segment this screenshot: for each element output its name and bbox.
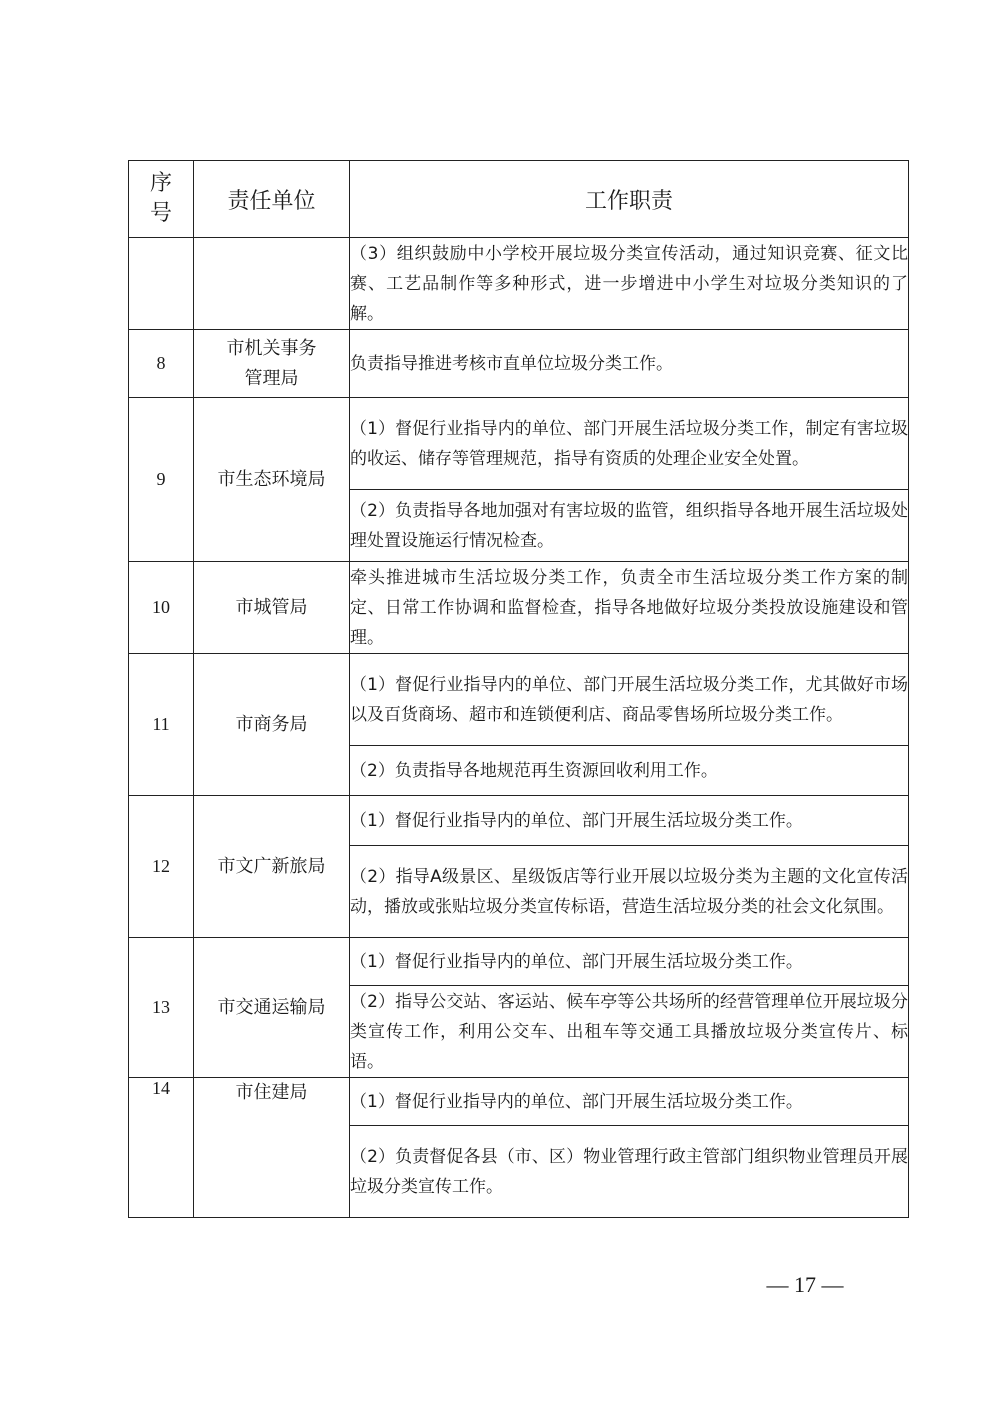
- table-row: [129, 796, 909, 846]
- row-duty: （1）督促行业指导内的单位、部门开展生活垃圾分类工作。: [350, 938, 909, 986]
- table-row: [129, 562, 909, 654]
- row-duty: （2）负责指导各地规范再生资源回收利用工作。: [350, 746, 909, 796]
- row-duty: （3）组织鼓励中小学校开展垃圾分类宣传活动，通过知识竞赛、征文比赛、工艺品制作等多种形式，进一步增进中小学生对垃圾分类知识的了解。: [350, 238, 909, 330]
- row-duty: （2）指导公交站、客运站、候车亭等公共场所的经营管理单位开展垃圾分类宣传工作，利用公交车、出租车等交通工具播放垃圾分类宣传片、标语。: [350, 986, 909, 1078]
- row-duty: 牵头推进城市生活垃圾分类工作，负责全市生活垃圾分类工作方案的制定、日常工作协调和监督检查，指导各地做好垃圾分类投放设施建设和管理。: [350, 562, 909, 654]
- table-row: [129, 1078, 909, 1126]
- row-duty: （1）督促行业指导内的单位、部门开展生活垃圾分类工作。: [350, 796, 909, 846]
- row-number: 9: [129, 398, 194, 562]
- duty-table: [128, 160, 909, 1218]
- table-row: [129, 330, 909, 398]
- table-row: [129, 938, 909, 986]
- row-number: 11: [129, 654, 194, 796]
- row-duty: （2）负责督促各县（市、区）物业管理行政主管部门组织物业管理员开展垃圾分类宣传工作。: [350, 1126, 909, 1218]
- row-unit: 市商务局: [194, 654, 350, 796]
- row-unit: 市生态环境局: [194, 398, 350, 562]
- row-unit: 市交通运输局: [194, 938, 350, 1078]
- row-unit: [194, 238, 350, 330]
- row-duty: （1）督促行业指导内的单位、部门开展生活垃圾分类工作。: [350, 1078, 909, 1126]
- table-row: [129, 238, 909, 330]
- table-row: [129, 654, 909, 746]
- table-header-row: [129, 161, 909, 238]
- header-unit: 责任单位: [194, 161, 350, 238]
- row-duty: （2）指导A级景区、星级饭店等行业开展以垃圾分类为主题的文化宣传活动，播放或张贴垃圾分类宣传标语，营造生活垃圾分类的社会文化氛围。: [350, 846, 909, 938]
- row-unit: 市城管局: [194, 562, 350, 654]
- row-duty: 负责指导推进考核市直单位垃圾分类工作。: [350, 330, 909, 398]
- row-unit: 市住建局: [194, 1078, 350, 1218]
- header-seq: 序号: [129, 161, 194, 238]
- row-number: 13: [129, 938, 194, 1078]
- row-duty: （1）督促行业指导内的单位、部门开展生活垃圾分类工作，制定有害垃圾的收运、储存等管理规范，指导有资质的处理企业安全处置。: [350, 398, 909, 490]
- row-duty: （1）督促行业指导内的单位、部门开展生活垃圾分类工作，尤其做好市场以及百货商场、超市和连锁便利店、商品零售场所垃圾分类工作。: [350, 654, 909, 746]
- row-number: 8: [129, 330, 194, 398]
- row-number: [129, 238, 194, 330]
- page-number: — 17 —: [766, 1272, 844, 1297]
- table-row: [129, 398, 909, 490]
- row-number: 10: [129, 562, 194, 654]
- header-duty: 工作职责: [350, 161, 909, 238]
- row-unit: 市文广新旅局: [194, 796, 350, 938]
- row-unit: 市机关事务管理局: [194, 330, 350, 398]
- row-number: 12: [129, 796, 194, 938]
- row-number: 14: [129, 1078, 194, 1218]
- row-duty: （2）负责指导各地加强对有害垃圾的监管，组织指导各地开展生活垃圾处理处置设施运行情况检查。: [350, 490, 909, 562]
